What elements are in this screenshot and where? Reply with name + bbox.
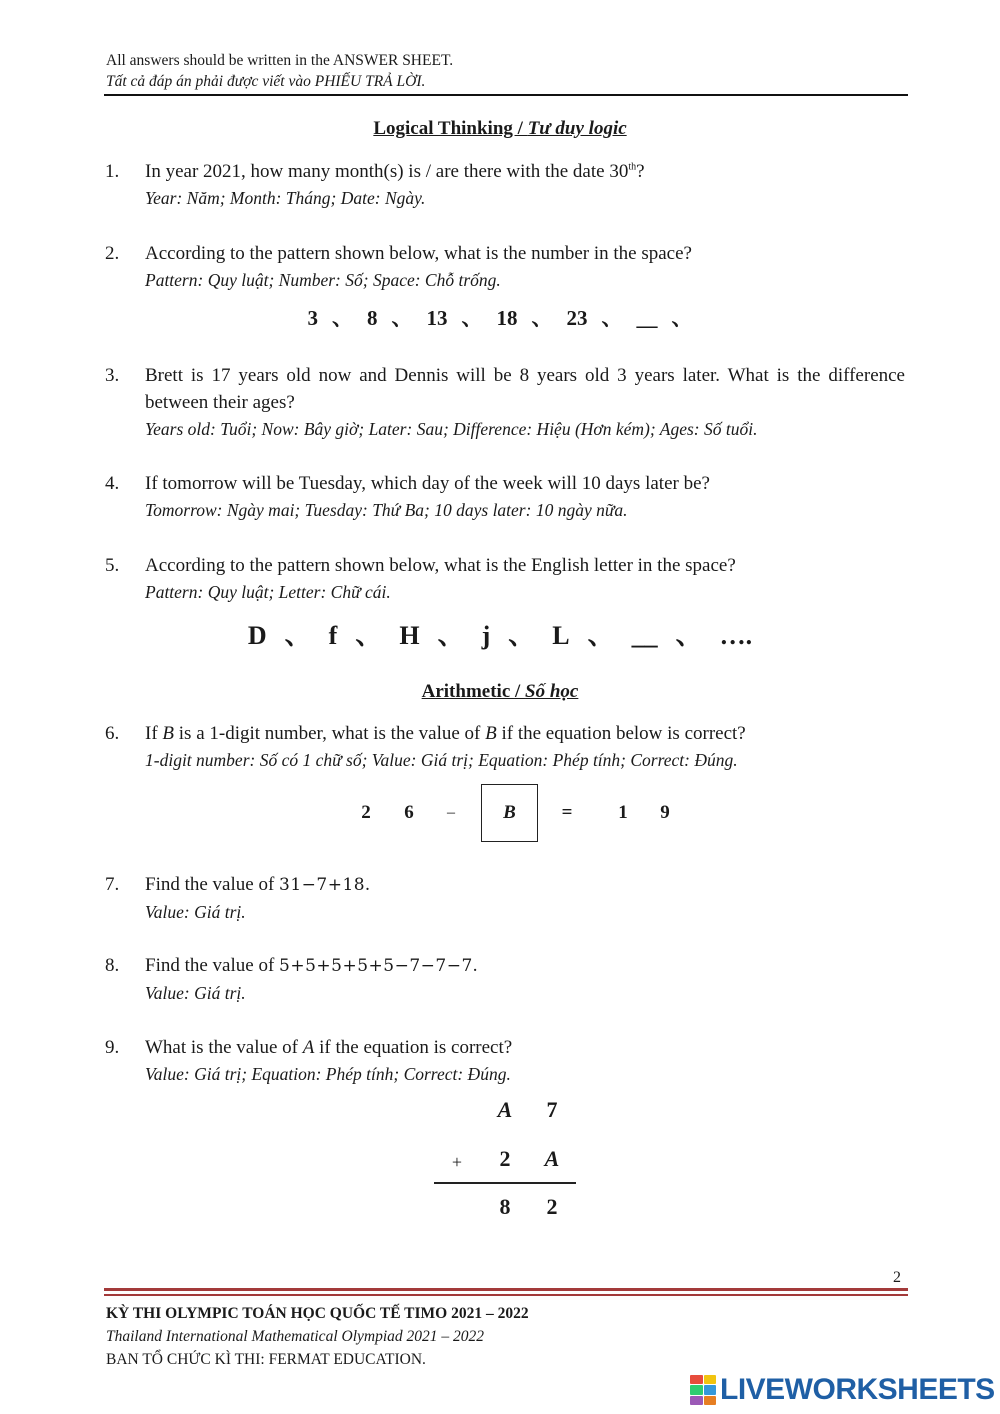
question-text: Find the value of 5+5+5+5+5−7−7−7.: [145, 955, 478, 976]
addition-rule: [434, 1182, 576, 1184]
pattern-separator: 、: [461, 306, 483, 330]
pattern-term: 13: [426, 306, 448, 330]
question-gloss: Pattern: Quy luật; Number: Số; Space: Chỗ trống.: [145, 270, 501, 290]
section-title-logical-vi: Tư duy logic: [527, 118, 627, 139]
pattern-separator: 、: [391, 306, 413, 330]
question-gloss: Value: Giá trị; Equation: Phép tính; Correct: Đúng.: [145, 1064, 511, 1084]
plus-sign: +: [451, 1152, 463, 1172]
pattern-blank: __: [636, 306, 658, 330]
liveworksheets-wordmark: LIVEWORKSHEETS: [720, 1373, 995, 1406]
addend-digit: 2: [499, 1146, 511, 1171]
question-9: [105, 1034, 905, 1088]
pattern-term: j: [481, 621, 491, 650]
pattern-term: 23: [566, 306, 588, 330]
footer-organizer: BAN TỔ CHỨC KÌ THI: FERMAT EDUCATION.: [106, 1351, 426, 1368]
pattern-separator: 、: [587, 621, 614, 650]
pattern-separator: 、: [671, 306, 693, 330]
page-footer: [106, 1302, 529, 1371]
pattern-term: ….: [719, 621, 753, 650]
liveworksheets-logo: [690, 1372, 995, 1408]
sum-digit: 8: [499, 1194, 511, 1219]
equals-sign: =: [561, 802, 573, 823]
pattern-term: L: [552, 621, 570, 650]
question-text: What is the value of A if the equation is correct?: [145, 1037, 513, 1058]
footer-subtitle: Thailand International Mathematical Olympiad 2021 – 2022: [106, 1328, 485, 1345]
header-divider: [104, 94, 908, 96]
box-variable-label: B: [503, 802, 516, 823]
question-text: In year 2021, how many month(s) is / are there with the date 30th?: [145, 161, 645, 182]
pattern-separator: 、: [531, 306, 553, 330]
page-header: [106, 50, 908, 92]
pattern-term: H: [399, 621, 420, 650]
question-number: 1.: [105, 161, 120, 182]
question-4: [105, 470, 905, 524]
equation-digit: 6: [404, 802, 414, 823]
question-text: If B is a 1-digit number, what is the value of B if the equation below is correct?: [145, 723, 746, 744]
question-7: [105, 871, 905, 926]
equation-digit: 2: [361, 802, 371, 823]
section-title-logical-en: Logical Thinking /: [373, 118, 528, 139]
letter-pattern: [0, 615, 1000, 652]
question-number: 5.: [105, 555, 120, 576]
question-gloss: Tomorrow: Ngày mai; Tuesday: Thứ Ba; 10 days later: 10 ngày nữa.: [145, 500, 628, 520]
equation-digit: 1: [618, 802, 628, 823]
question-gloss: 1-digit number: Số có 1 chữ số; Value: Giá trị; Equation: Phép tính; Correct: Đúng.: [145, 750, 738, 770]
question-gloss: Pattern: Quy luật; Letter: Chữ cái.: [145, 582, 391, 602]
minus-sign: –: [447, 804, 455, 821]
pattern-term: D: [247, 621, 267, 650]
pattern-term: 3: [307, 306, 318, 330]
addend-digit: 7: [546, 1097, 558, 1122]
pattern-separator: 、: [355, 621, 382, 650]
pattern-separator: 、: [332, 306, 353, 330]
question-number: 2.: [105, 243, 120, 264]
question-gloss: Years old: Tuổi; Now: Bây giờ; Later: Sau; Difference: Hiệu (Hơn kém); Ages: Số tuổi.: [145, 419, 758, 439]
section-title-arithmetic-en: Arithmetic /: [421, 681, 526, 702]
pattern-separator: 、: [508, 621, 535, 650]
question-number: 8.: [105, 955, 120, 976]
question-8: [105, 952, 905, 1007]
pattern-separator: 、: [284, 621, 311, 650]
pattern-separator: 、: [437, 621, 464, 650]
question-text: Brett is 17 years old now and Dennis will be 8 years old 3 years later. What is the difference between their ages?: [145, 365, 905, 413]
question-number: 3.: [105, 365, 120, 386]
pattern-term: f: [328, 621, 338, 650]
question-text: According to the pattern shown below, what is the number in the space?: [145, 243, 692, 264]
section-title-arithmetic: [0, 681, 1000, 703]
pattern-blank: __: [631, 621, 658, 650]
section-title-logical: [0, 118, 1000, 140]
pattern-separator: 、: [601, 306, 623, 330]
question-number: 4.: [105, 473, 120, 494]
pattern-term: 18: [496, 306, 518, 330]
pattern-term: 8: [367, 306, 378, 330]
question-number: 9.: [105, 1037, 120, 1058]
question-6: [105, 720, 905, 774]
question-number: 6.: [105, 723, 120, 744]
question-2: [105, 240, 905, 294]
question-number: 7.: [105, 874, 120, 895]
math-expression: 31−7+18: [279, 875, 366, 895]
question-gloss: Value: Giá trị.: [145, 902, 246, 922]
addend-digit: A: [544, 1146, 560, 1171]
footer-divider-thin: [104, 1294, 908, 1296]
sum-digit: 2: [546, 1194, 558, 1219]
question-gloss: Value: Giá trị.: [145, 983, 246, 1003]
equation-digit: 9: [660, 802, 670, 823]
header-instruction-vi: Tất cả đáp án phải được viết vào PHIẾU TRẢ LỜI.: [106, 73, 426, 90]
question-3: [105, 362, 905, 443]
page-number: 2: [893, 1269, 901, 1286]
question-1: [105, 158, 905, 212]
question-text: Find the value of 31−7+18.: [145, 874, 370, 895]
liveworksheets-blocks-icon: [690, 1375, 716, 1405]
number-pattern: [0, 302, 1000, 332]
question-text: According to the pattern shown below, what is the English letter in the space?: [145, 555, 736, 576]
footer-title: KỲ THI OLYMPIC TOÁN HỌC QUỐC TẾ TIMO 2021 – 2022: [106, 1305, 529, 1322]
math-expression: 5+5+5+5+5−7−7−7: [279, 956, 473, 976]
header-instruction-en: All answers should be written in the ANSWER SHEET.: [106, 52, 454, 69]
question-5: [105, 552, 905, 606]
section-title-arithmetic-vi: Số học: [525, 681, 579, 702]
question-text: If tomorrow will be Tuesday, which day of the week will 10 days later be?: [145, 473, 710, 494]
addend-digit: A: [497, 1097, 513, 1122]
question-gloss: Year: Năm; Month: Tháng; Date: Ngày.: [145, 188, 426, 208]
pattern-separator: 、: [675, 621, 702, 650]
answer-box-b: [481, 784, 538, 842]
footer-divider: [104, 1288, 908, 1291]
